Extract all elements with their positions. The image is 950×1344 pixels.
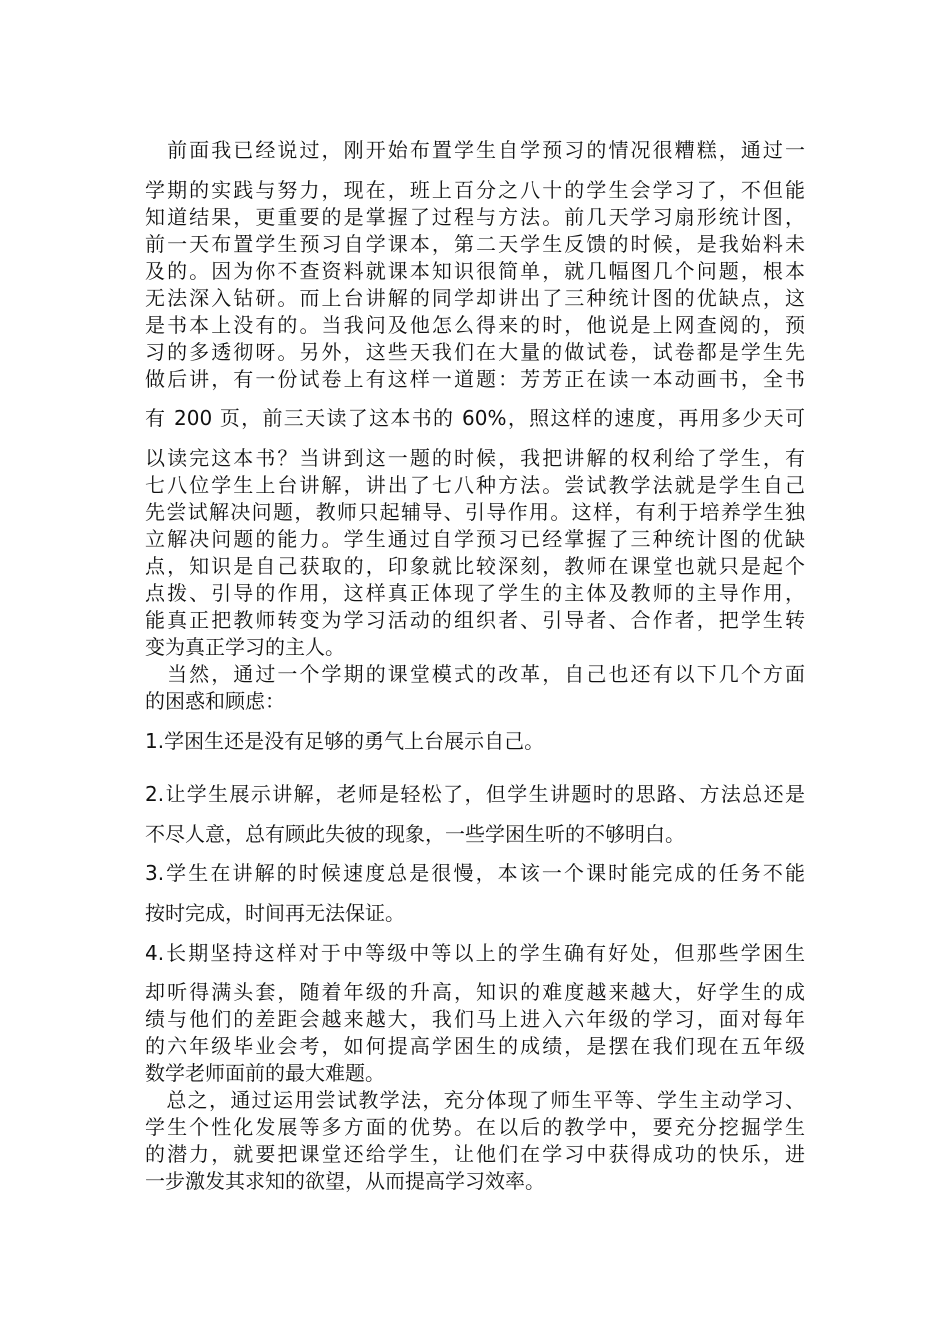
text-line: 学生个性化发展等多方面的优势。在以后的教学中，要充分挖掘学生 <box>145 1115 805 1139</box>
list-item: 3.学生在讲解的时候速度总是很慢，本该一个课时能完成的任务不能 <box>145 861 805 885</box>
list-item: 1.学困生还是没有足够的勇气上台展示自己。 <box>145 729 545 753</box>
text-line: 有 200 页，前三天读了这本书的 60%，照这样的速度，再用多少天可 <box>145 406 805 430</box>
text-line: 是书本上没有的。当我问及他怎么得来的时，他说是上网查阅的，预 <box>145 313 805 337</box>
text-line: 知道结果，更重要的是掌握了过程与方法。前几天学习扇形统计图， <box>145 205 805 229</box>
text-line: 点拨、引导的作用，这样真正体现了学生的主体及教师的主导作用， <box>145 581 805 605</box>
text-line: 点，知识是自己获取的，印象就比较深刻，教师在课堂也就只是起个 <box>145 554 805 578</box>
text-line: 做后讲，有一份试卷上有这样一道题：芳芳正在读一本动画书，全书 <box>145 367 805 391</box>
text-line: 不尽人意，总有顾此失彼的现象，一些学困生听的不够明白。 <box>145 822 685 846</box>
text-line: 前面我已经说过，刚开始布置学生自学预习的情况很糟糕，通过一 <box>145 138 805 162</box>
text-line: 的潜力，就要把课堂还给学生，让他们在学习中获得成功的快乐，进 <box>145 1142 805 1166</box>
text-line: 七八位学生上台讲解，讲出了七八种方法。尝试教学法就是学生自己 <box>145 473 805 497</box>
text-line: 总之，通过运用尝试教学法，充分体现了师生平等、学生主动学习、 <box>145 1088 805 1112</box>
text-line: 的困惑和顾虑： <box>145 689 285 713</box>
text-line: 习的多透彻呀。另外，这些天我们在大量的做试卷，试卷都是学生先 <box>145 340 805 364</box>
text-line: 无法深入钻研。而上台讲解的同学却讲出了三种统计图的优缺点，这 <box>145 286 805 310</box>
text-line: 绩与他们的差距会越来越大，我们马上进入六年级的学习，面对每年 <box>145 1007 805 1031</box>
text-line: 按时完成，时间再无法保证。 <box>145 901 405 925</box>
text-line: 以读完这本书？当讲到这一题的时候，我把讲解的权利给了学生，有 <box>145 446 805 470</box>
text-line: 前一天布置学生预习自学课本，第二天学生反馈的时候，是我始料未 <box>145 232 805 256</box>
text-line: 能真正把教师转变为学习活动的组织者、引导者、合作者，把学生转 <box>145 608 805 632</box>
text-line: 及的。因为你不查资料就课本知识很简单，就几幅图几个问题，根本 <box>145 259 805 283</box>
text-line: 数学老师面前的最大难题。 <box>145 1061 385 1085</box>
text-line: 却听得满头套，随着年级的升高，知识的难度越来越大，好学生的成 <box>145 980 805 1004</box>
text-line: 立解决问题的能力。学生通过自学预习已经掌握了三种统计图的优缺 <box>145 527 805 551</box>
text-line: 先尝试解决问题，教师只起辅导、引导作用。这样，有利于培养学生独 <box>145 500 805 524</box>
text-line: 一步激发其求知的欲望，从而提高学习效率。 <box>145 1169 545 1193</box>
list-item: 4.长期坚持这样对于中等级中等以上的学生确有好处，但那些学困生 <box>145 941 805 965</box>
text-line: 当然，通过一个学期的课堂模式的改革，自己也还有以下几个方面 <box>145 662 805 686</box>
text-line: 的六年级毕业会考，如何提高学困生的成绩，是摆在我们现在五年级 <box>145 1034 805 1058</box>
text-line: 变为真正学习的主人。 <box>145 635 345 659</box>
text-line: 学期的实践与努力，现在，班上百分之八十的学生会学习了，不但能 <box>145 178 805 202</box>
list-item: 2.让学生展示讲解，老师是轻松了，但学生讲题时的思路、方法总还是 <box>145 782 805 806</box>
